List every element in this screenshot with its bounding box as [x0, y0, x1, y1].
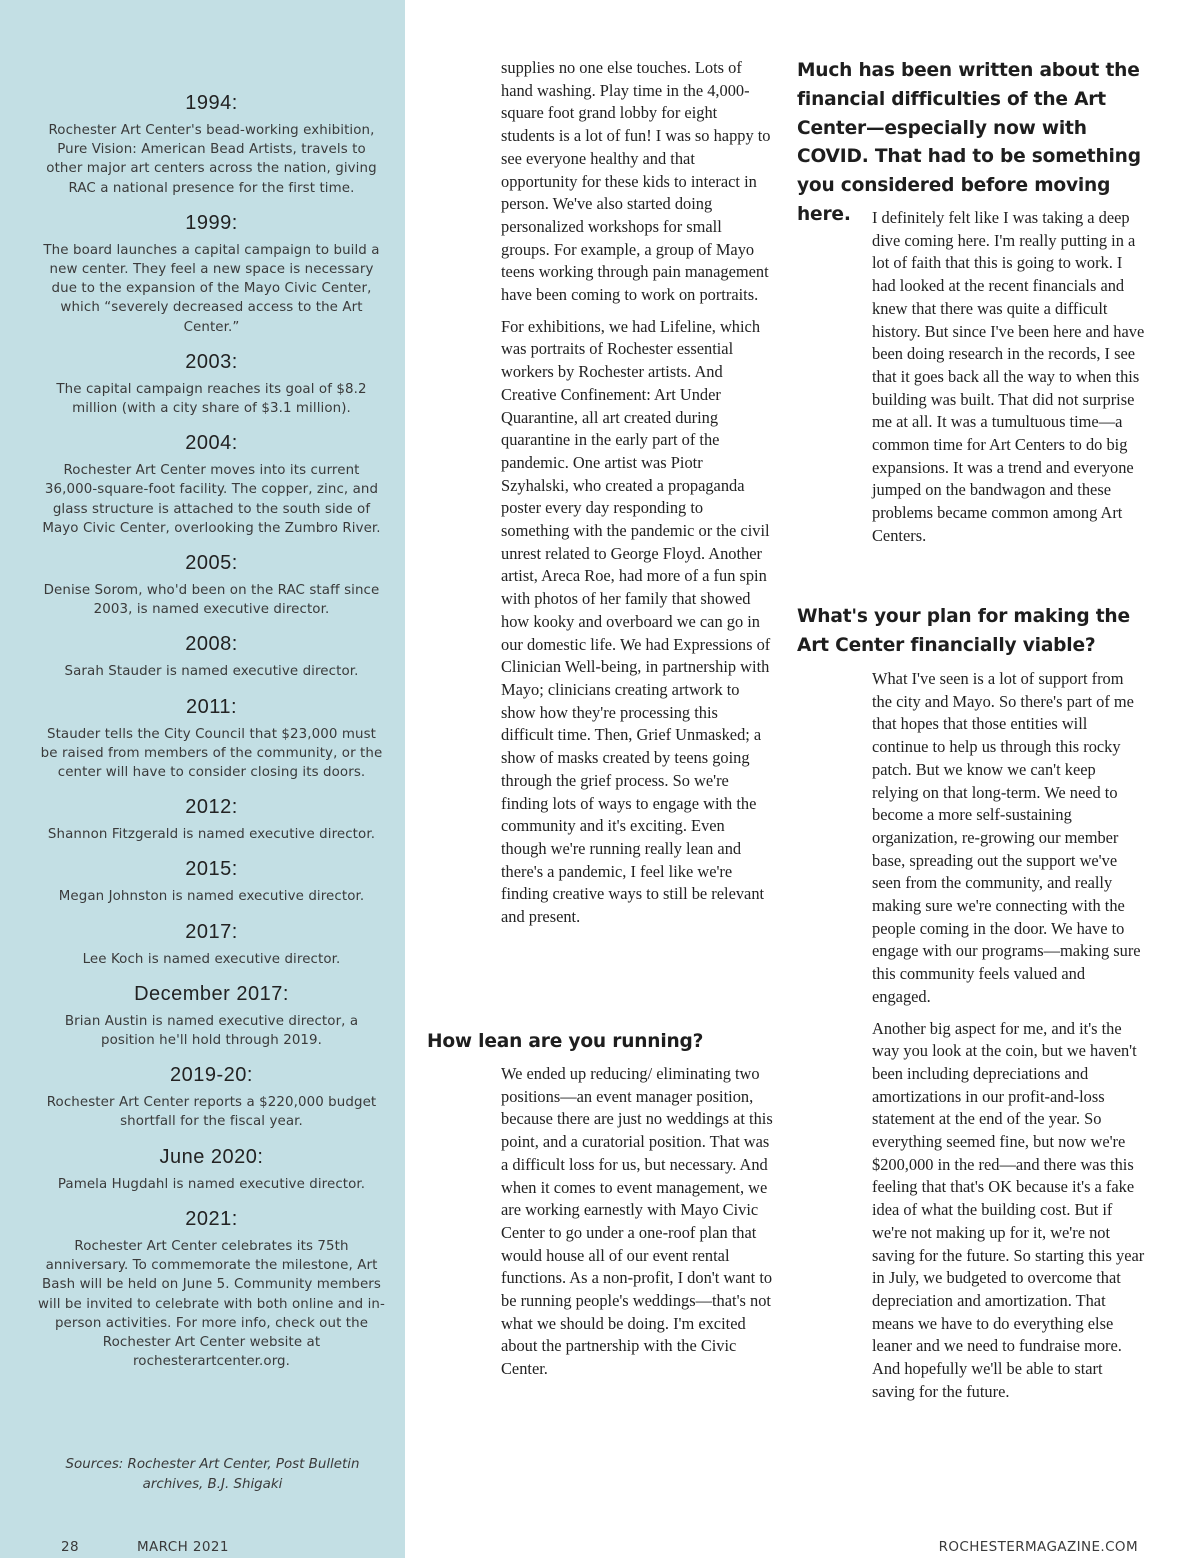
- timeline-year: 2004:: [185, 432, 238, 455]
- article-column-left-top: [501, 57, 773, 938]
- timeline-text: Sarah Stauder is named executive director.: [64, 664, 359, 680]
- timeline-year: 2021:: [185, 1207, 238, 1230]
- timeline-year: 2011:: [185, 695, 238, 718]
- timeline-text: Denise Sorom, who'd been on the RAC staff since 2003, is named executive director.: [43, 583, 380, 618]
- sources-note: Sources: Rochester Art Center, Post Bulletin archives, B.J. Shigaki: [65, 1457, 360, 1492]
- article-column-left-bottom: [501, 1063, 773, 1390]
- timeline-entry: [38, 694, 385, 783]
- timeline-entry: [38, 981, 385, 1050]
- timeline-text: The capital campaign reaches its goal of $8.2 million (with a city share of $3.1 million).: [56, 381, 367, 417]
- page-number: 28: [61, 1539, 79, 1555]
- website-url[interactable]: ROCHESTERMAGAZINE.COM: [938, 1539, 1138, 1555]
- article-column-right-top: [872, 207, 1146, 557]
- timeline-year: 1999:: [185, 211, 238, 234]
- timeline-year: 2008:: [185, 633, 238, 656]
- timeline-year: 2005:: [185, 552, 238, 575]
- article-paragraph: Another big aspect for me, and it's the way you look at the coin, but we haven't been including depreciations and amortizations in our profit-and-loss statement at the end of the year. So everything seemed fine, but now we're $200,000 in the red—and there was this feeling that that's OK because it's a fake idea of what the building cost. But if we're not making up for it, we're not saving for the future. So starting this year in July, we budgeted to overcome that depreciation and amortization. That means we have to do everything else leaner and we need to fundraise more. And hopefully we'll be able to start saving for the future.: [872, 1018, 1145, 1401]
- timeline-entry: [38, 919, 385, 969]
- timeline-year: December 2017:: [134, 982, 289, 1005]
- timeline-entry: [38, 349, 385, 418]
- timeline-entry: [38, 1206, 385, 1371]
- article-paragraph: supplies no one else touches. Lots of hand washing. Play time in the 4,000-square foot grand lobby for eight students is a lot of fun! I was so happy to see everyone healthy and that opportunity for these kids to interact in person. We've also started doing personalized workshops for small groups. For example, a group of Mayo teens working through pain management have been coming to work on portraits.: [501, 58, 771, 305]
- article-paragraph: What I've seen is a lot of support from the city and Mayo. So there's part of me that hopes that those entities will continue to help us through this rocky patch. But we know we can't keep relying on that long-term. We need to become a more self-sustaining organization, re-growing our member base, spreading out the support we've seen from the community, and really making sure we're connecting with the people coming in the door. We have to engage with our programs—making sure this community feels valued and engaged.: [872, 669, 1141, 1006]
- timeline-text: Megan Johnston is named executive director.: [58, 889, 365, 905]
- timeline-year: 2017:: [185, 920, 238, 943]
- timeline-entry: [38, 90, 385, 198]
- timeline-sidebar: [0, 0, 405, 1558]
- timeline-text: Shannon Fitzgerald is named executive director.: [47, 827, 376, 843]
- issue-date: MARCH 2021: [137, 1539, 229, 1555]
- timeline-text: Stauder tells the City Council that $23,000 must be raised from members of the community, or the center will have to consider closing its doors.: [40, 726, 383, 781]
- timeline-year: 1994:: [185, 92, 238, 114]
- timeline-entry: [38, 210, 385, 337]
- timeline-list: [38, 90, 385, 1383]
- article-column-right-bottom: [872, 668, 1146, 1413]
- timeline-year: 2012:: [185, 796, 238, 819]
- timeline-text: Rochester Art Center moves into its current 36,000-square-foot facility. The copper, zinc, and glass structure is attached to the south side of Mayo Civic Center, overlooking the Zumbro River.: [42, 463, 381, 536]
- timeline-entry: [38, 550, 385, 619]
- timeline-text: Lee Koch is named executive director.: [82, 951, 341, 967]
- article-paragraph: For exhibitions, we had Lifeline, which was portraits of Rochester essential workers by Rochester artists. And Creative Confinement: Art Under Quarantine, all art created during quarantine in the early part of the pandemic. One artist was Piotr Szyhalski, who created a propaganda poster every day responding to something with the pandemic or the civil unrest related to George Floyd. Another artist, Areca Roe, had more of a fun spin with photos of her family that showed how kooky and overboard we can go in our domestic life. We had Expressions of Clinician Well-being, in partnership with Mayo; clinicians creating artwork to show how they're processing this difficult time. Then, Grief Unmasked; a show of masks created by teens going through the grief process. So we're finding lots of ways to engage with the community and it's exciting. Even though we're running really lean and there's a pandemic, I feel like we're finding creative ways to still be relevant and present.: [501, 316, 771, 927]
- timeline-year: 2019-20:: [170, 1064, 253, 1087]
- timeline-year: 2015:: [185, 858, 238, 881]
- timeline-entry: [38, 1144, 385, 1194]
- timeline-text: Brian Austin is named executive director, a position he'll hold through 2019.: [64, 1013, 359, 1049]
- article-paragraph: We ended up reducing/ eliminating two positions—an event manager position, because there are just no weddings at this point, and a curatorial position. That was a difficult loss for us, but necessary. And when it comes to event management, we are working earnestly with Mayo Civic Center to go under a one-roof plan that would house all of our event rental functions. As a non-profit, I don't want to be running people's weddings—that's not what we should be doing. I'm excited about the partnership with the Civic Center.: [501, 1064, 773, 1379]
- timeline-text: Pamela Hugdahl is named executive director.: [57, 1176, 366, 1192]
- interview-question: What's your plan for making the Art Center financially viable?: [797, 606, 1130, 656]
- interview-question: How lean are you running?: [427, 1031, 704, 1052]
- timeline-entry: [38, 1062, 385, 1131]
- timeline-text: The board launches a capital campaign to build a new center. They feel a new space is necessary due to the expansion of the Mayo Civic Center, which “severely decreased access to the Art Center.”: [43, 242, 380, 335]
- interview-question: Much has been written about the financial difficulties of the Art Center—especially now with COVID. That had to be something you considered before moving here.: [797, 60, 1141, 225]
- article-paragraph: I definitely felt like I was taking a deep dive coming here. I'm really putting in a lot of faith that this is going to work. I had looked at the recent financials and knew that there was quite a difficult history. But since I've been here and have been doing research in the records, I see that it goes back all the way to when this building was built. That did not surprise me at all. It was a tumultuous time—a common time for Art Centers to do big expansions. It was a trend and everyone jumped on the bandwagon and these problems became common among Art Centers.: [872, 208, 1145, 545]
- timeline-entry: [38, 631, 385, 681]
- timeline-year: June 2020:: [159, 1145, 264, 1168]
- timeline-text: Rochester Art Center reports a $220,000 budget shortfall for the fiscal year.: [46, 1095, 377, 1130]
- timeline-text: Rochester Art Center's bead-working exhibition, Pure Vision: American Bead Artists, travels to other major art centers across the nation, giving RAC a national presence for the first time.: [46, 123, 377, 196]
- timeline-text: Rochester Art Center celebrates its 75th anniversary. To commemorate the milestone, Art Bash will be held on June 5. Community members will be invited to celebrate with both online and in-person activities. For more info, check out the Rochester Art Center website at rochesterartcenter.org.: [38, 1238, 385, 1370]
- timeline-entry: [38, 794, 385, 844]
- timeline-entry: [38, 430, 385, 538]
- timeline-entry: [38, 856, 385, 906]
- timeline-year: 2003:: [185, 350, 238, 373]
